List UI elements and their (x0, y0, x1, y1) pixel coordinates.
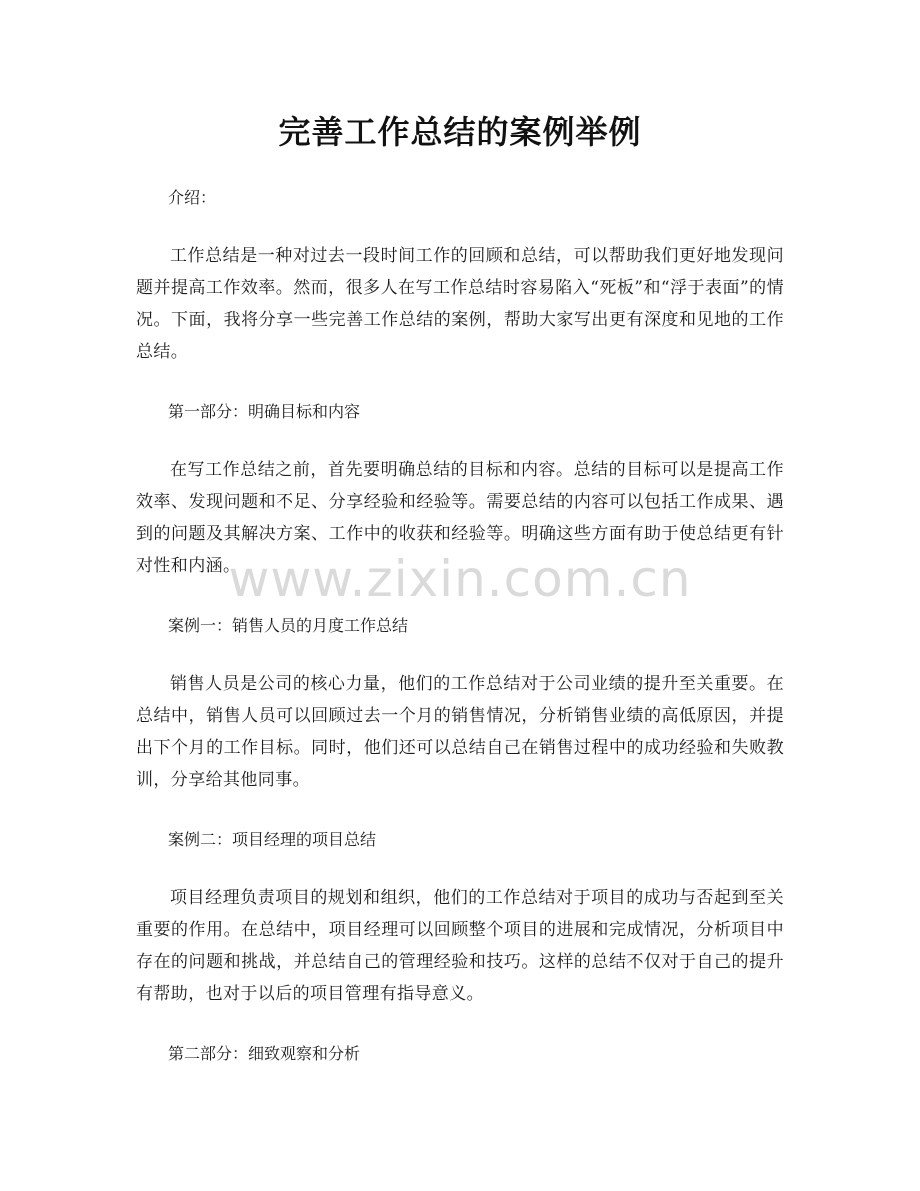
document-body (136, 182, 784, 1096)
paragraph-case-one: 销售人员是公司的核心力量，他们的工作总结对于公司业绩的提升至关重要。在总结中，销售人员可以回顾过去一个月的销售情况，分析销售业绩的高低原因，并提出下个月的工作目标。同时，他们还可以总结自己在销售过程中的成功经验和失败教训，分享给其他同事。 (136, 674, 784, 790)
document-title: 完善工作总结的案例举例 (278, 113, 642, 151)
paragraph-case-two: 项目经理负责项目的规划和组织，他们的工作总结对于项目的成功与否起到至关重要的作用。在总结中，项目经理可以回顾整个项目的进展和完成情况，分析项目中存在的问题和挑战，并总结自己的管理经验和技巧。这样的总结不仅对于自己的提升有帮助，也对于以后的项目管理有指导意义。 (136, 888, 784, 1004)
watermark-text: www.zixin.com.cn (228, 550, 692, 608)
paragraph-intro: 工作总结是一种对过去一段时间工作的回顾和总结，可以帮助我们更好地发现问题并提高工作效率。然而，很多人在写工作总结时容易陷入“死板”和“浮于表面”的情况。下面，我将分享一些完善工作总结的案例，帮助大家写出更有深度和见地的工作总结。 (136, 246, 784, 362)
section-heading-case-two: 案例二：项目经理的项目总结 (168, 830, 377, 849)
section-heading-intro: 介绍： (168, 188, 217, 207)
paragraph-part-one: 在写工作总结之前，首先要明确总结的目标和内容。总结的目标可以是提高工作效率、发现问题和不足、分享经验和经验等。需要总结的内容可以包括工作成果、遇到的问题及其解决方案、工作中的收获和经验等。明确这些方面有助于使总结更有针对性和内涵。 (136, 460, 784, 576)
section-heading-part-one: 第一部分：明确目标和内容 (168, 402, 361, 421)
section-heading-case-one: 案例一：销售人员的月度工作总结 (168, 616, 409, 635)
section-heading-part-two: 第二部分：细致观察和分析 (168, 1044, 361, 1063)
